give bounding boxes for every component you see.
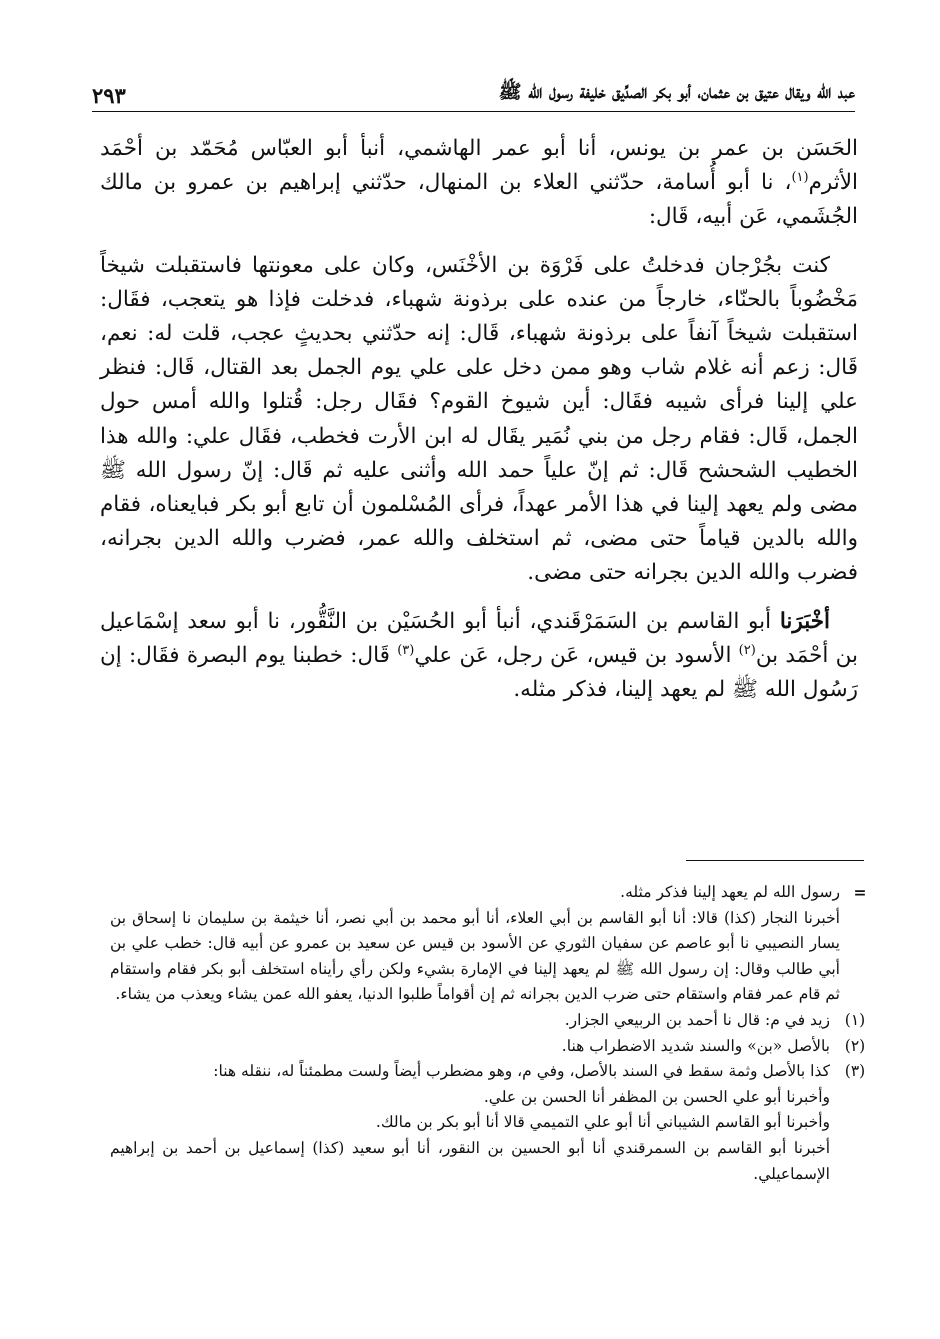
- footnote-ref-1: (١): [791, 170, 809, 186]
- footnote-text: زيد في م: قال نا أحمد بن الربيعي الجزار.: [564, 1010, 830, 1029]
- footnote-number: (٣): [844, 1062, 866, 1081]
- continuation-line-1: رسول الله لم يعهد إلينا فذكر مثله.: [620, 883, 840, 901]
- footnote-3-line: أخبرنا أبو القاسم بن السمرقندي أنا أبو الحسين بن النقور، أنا أبو سعيد (كذا) إسماعيل بن أحمد بن إبراهيم الإسماعيلي.: [110, 1138, 830, 1183]
- footnote-1: [110, 1008, 870, 1034]
- footnote-ref-3: (٣): [397, 642, 415, 658]
- continuation-line-2: أخبرنا النجار (كذا) قالا: أنا أبو القاسم بن أبي العلاء، أنا أبو محمد بن أبي نصر، أنا خيثمة بن سليمان نا إسحاق بن يسار النصيبي نا أبو عاصم عن سفيان الثوري عن الأسود بن قيس عن سعيد بن عمرو عن أبيه قال: خطب علي بن أبي طالب وقال: إن رسول الله ﷺ لم يعهد إلينا في الإمارة بشيء ولكن رأي رأيناه استخلف أبو بكر فقام واستقام ثم قام عمر فقام واستقام حتى ضرب الدين بجرانه ثم إن أقواماً طلبوا الدنيا، يعفو الله عمن يشاء ويعذب من يشاء.: [110, 908, 840, 1004]
- footnote-continuation: [110, 880, 870, 1008]
- footnote-3-line: وأخبرنا أبو علي الحسن بن المظفر أنا الحسن بن علي.: [483, 1087, 830, 1106]
- second-isnad-c: قَال: خطبنا يوم البصرة فقَال: إن رَسُول الله ﷺ لم يعهد إلينا، فذكر مثله.: [100, 642, 858, 703]
- footnote-3: [110, 1059, 870, 1187]
- footnote-2: [110, 1034, 870, 1060]
- page-number: ٢٩٣: [92, 83, 126, 108]
- isnad-text: الحَسَن بن عمر بن يونس، أنا أبو عمر الهاشمي، أنبأ أبو العبّاس مُحَمّد بن أحْمَد الأثرم: [100, 136, 858, 196]
- isnad-text-tail: ، نا أبو أُسامة، حدّثني العلاء بن المنهال، حدّثني إبراهيم بن عمرو بن مالك الجُشَمي، عَن أبيه، قَال:: [100, 170, 858, 230]
- second-isnad-a: أبو القاسم بن السَمَرْقَندي، أنبأ أبو الحُسَيْن بن النَّقُّور، نا أبو سعد إسْمَاعيل بن أحْمَد بن: [100, 608, 859, 668]
- running-head: [92, 72, 855, 108]
- continuation-mark: =: [853, 883, 867, 902]
- footnote-number: (١): [844, 1010, 866, 1029]
- running-head-title: عبد الله ويقال عتيق بن عثمان، أبو بكر الصدِّيق خليفة رسول الله ﷺ: [498, 81, 855, 103]
- footnote-3-body: [110, 1059, 830, 1187]
- second-isnad-b: الأسود بن قيس، عَن رجل، عَن علي: [414, 642, 739, 668]
- footnotes: [110, 880, 870, 1187]
- footnote-number: (٢): [844, 1036, 866, 1055]
- paragraph-second-isnad: [100, 605, 858, 708]
- paragraph-narration: كنت بجُرْجان فدخلتُ على فَرْوَة بن الأخْنَس، وكان على معونتها فاستقبلت شيخاً مَخْضُوباً بالحنّاء، خارجاً من عنده على برذونة شهباء، فدخلت فإذا هو يتعجب، فقَال: استقبلت شيخاً آنفاً على برذونة شهباء، قَال: إنه حدّثني بحديثٍ عجب، قلت له: نعم، قَال: زعم أنه غلام شاب وهو ممن دخل على علي يوم الجمل بعد القتال، قَال: فنظر علي إلينا فرأى شيبه فقَال: أين شيوخ القوم؟ فقَال رجل: قُتلوا والله أمس حول الجمل، قَال: فقام رجل من بني نُمَير يقَال له ابن الأرت فخطب، فقَال علي: والله هذا الخطيب الشحشح قَال: ثم إنّ علياً حمد الله وأثنى عليه ثم قَال: إنّ رسول الله ﷺ مضى ولم يعهد إلينا في هذا الأمر عهداً، فرأى المُسْلمون أن تابع أبو بكر فبايعناه، فقام والله بالدين قياماً حتى مضى، ثم استخلف والله عمر، فضرب والله الدين بجرانه، فضرب والله الدين بجرانه حتى مضى.: [100, 252, 858, 586]
- footnote-separator: [686, 860, 864, 861]
- footnote-text: بالأصل «بن» والسند شديد الاضطراب هنا.: [561, 1036, 830, 1055]
- paragraph-isnad: [100, 132, 858, 235]
- header-rule: [92, 111, 855, 112]
- footnote-text: كذا بالأصل وثمة سقط في السند بالأصل، وفي م، وهو مضطرب أيضاً ولست مطمئناً له، ننقله هنا:: [213, 1062, 830, 1081]
- continuation-body: [110, 880, 840, 1008]
- footnote-3-line: وأخبرنا أبو القاسم الشيباني أنا أبو علي التميمي قالا أنا أبو بكر بن مالك.: [375, 1113, 830, 1132]
- footnote-ref-2: (٢): [738, 642, 756, 658]
- main-text: [100, 132, 858, 707]
- akhbarana-lead: أخْبَرَنا: [779, 608, 830, 634]
